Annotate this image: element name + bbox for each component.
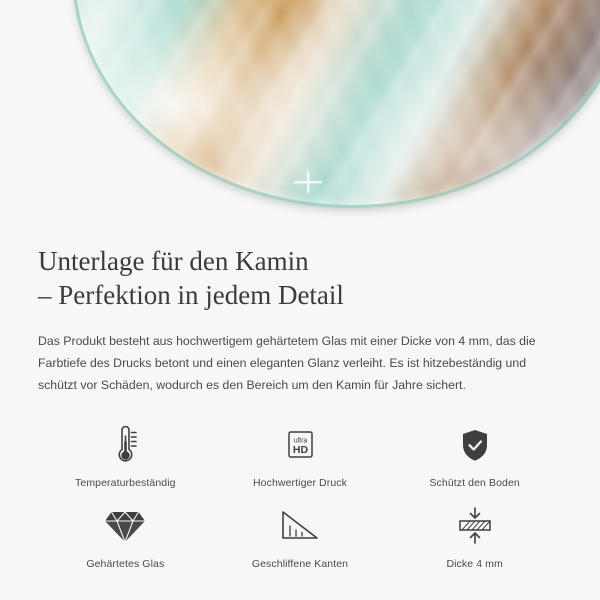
feature-label: Geschliffene Kanten xyxy=(251,558,349,570)
feature-item xyxy=(387,422,562,489)
feature-item xyxy=(387,503,562,570)
feature-label: Hochwertiger Druck xyxy=(252,477,347,489)
content-block xyxy=(0,218,600,570)
feature-label: Temperaturbeständig xyxy=(75,477,176,489)
hero-image xyxy=(0,0,600,218)
page-title-line-1: Unterlage für den Kamin xyxy=(38,246,309,276)
page-title-line-2: – Perfektion in jedem Detail xyxy=(38,280,344,310)
svg-text:ultra: ultra xyxy=(293,437,308,445)
glass-board-image xyxy=(72,0,600,208)
feature-label: Gehärtetes Glas xyxy=(86,558,165,570)
description-text: Das Produkt besteht aus hochwertigem gehärtetem Glas mit einer Dicke von 4 mm, das die Farbtiefe des Drucks betont und einen eleganten Glanz verleiht. Es ist hitzebeständig und schützt vor Schäden, wodurch es den Bereich um den Kamin für Jahre sichert. xyxy=(38,334,536,392)
polished-edges-icon xyxy=(277,503,323,549)
thickness-arrows-icon xyxy=(452,503,498,549)
feature-label: Schützt den Boden xyxy=(429,477,520,489)
feature-item xyxy=(213,503,388,570)
feature-item xyxy=(38,503,213,570)
thermometer-icon xyxy=(105,422,145,468)
diamond-icon xyxy=(101,503,149,549)
feature-item xyxy=(213,422,388,489)
page-title xyxy=(38,244,562,312)
svg-text:HD: HD xyxy=(292,444,309,456)
ultra-hd-icon xyxy=(278,422,322,468)
feature-label: Dicke 4 mm xyxy=(446,558,503,570)
feature-grid xyxy=(38,422,562,570)
feature-item xyxy=(38,422,213,489)
shield-check-icon xyxy=(453,422,497,468)
